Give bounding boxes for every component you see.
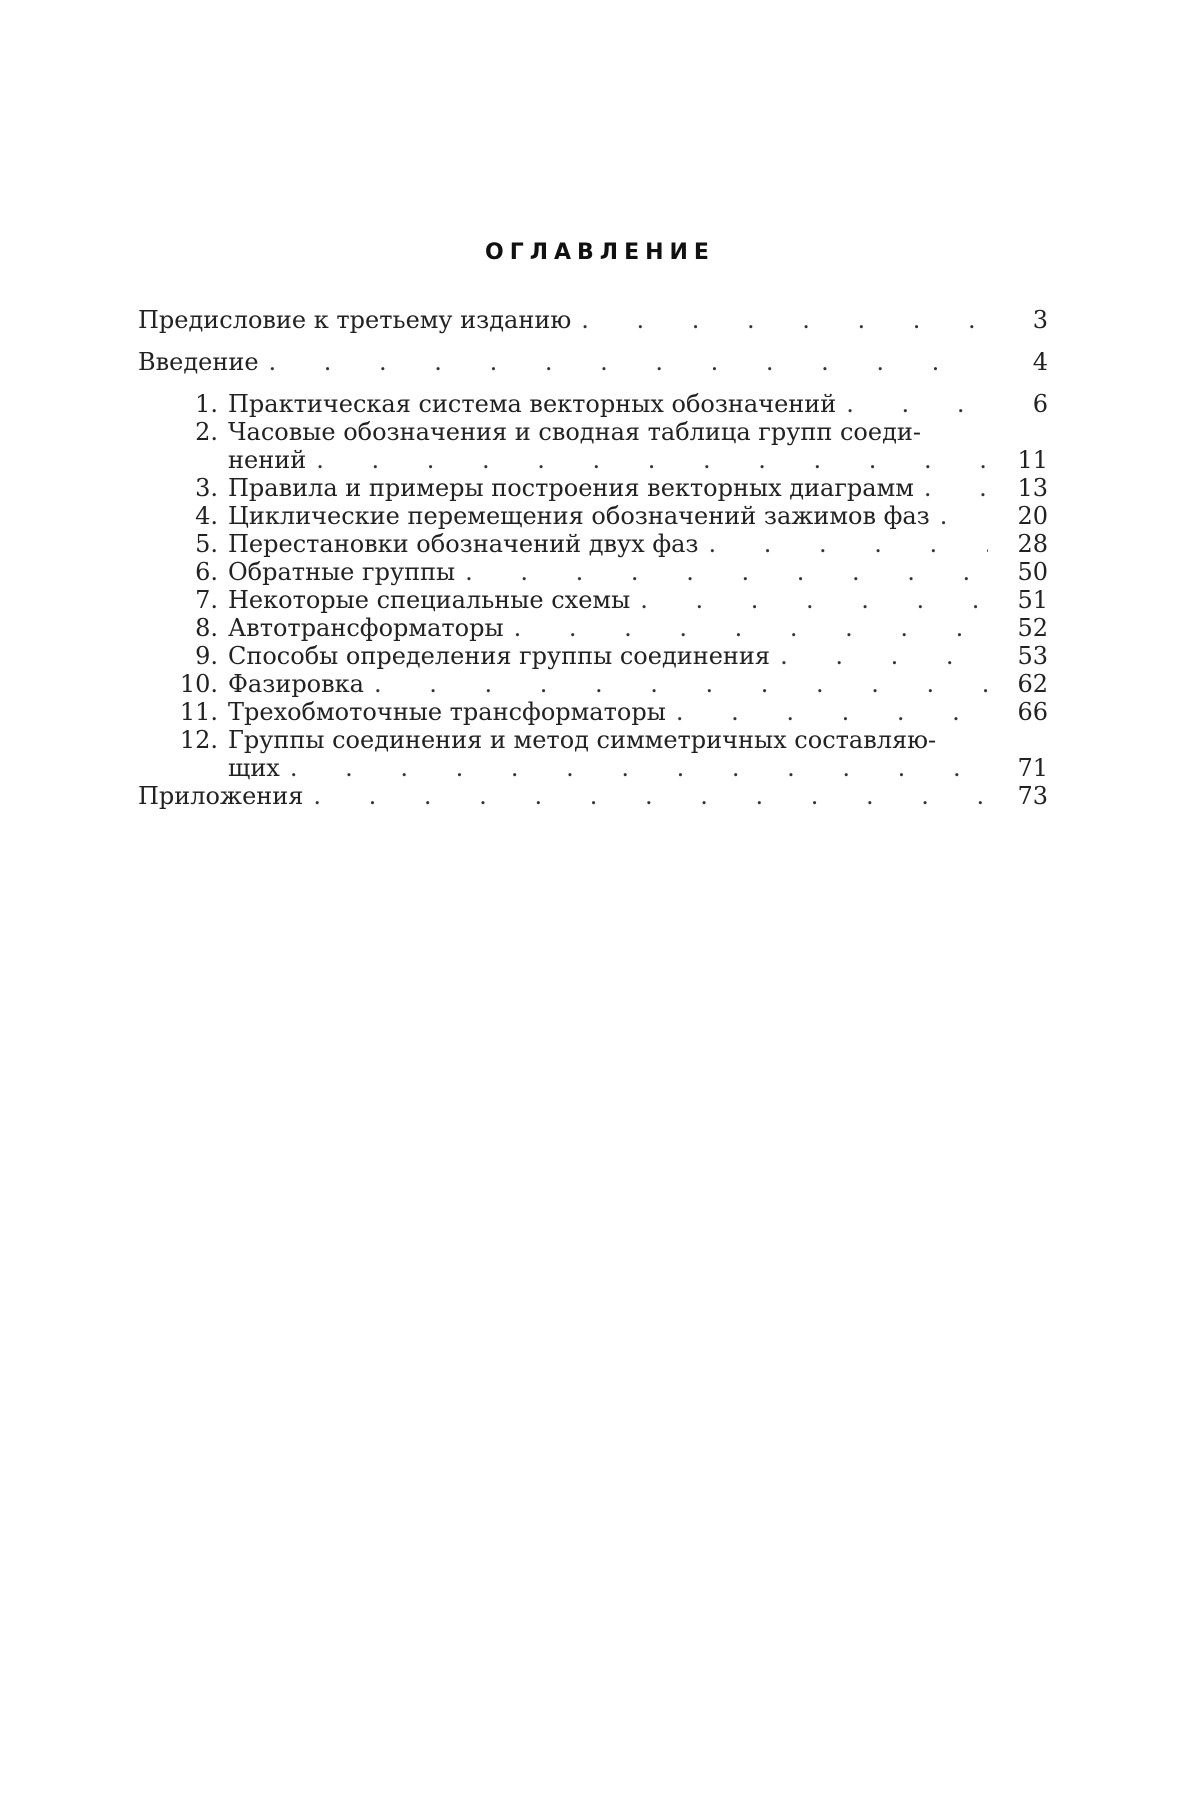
toc-entry-page: 6	[1032, 390, 1048, 418]
dot-leader	[313, 782, 988, 810]
toc-entry-title: Группы соединения и метод симметричных составляю-	[228, 726, 937, 754]
toc-entry-page: 28	[1017, 530, 1048, 558]
toc-entry	[138, 530, 1048, 558]
toc-entry-title: Некоторые специальные схемы	[228, 586, 631, 614]
dot-leader	[374, 670, 988, 698]
dot-leader	[676, 698, 988, 726]
dot-leader	[846, 390, 988, 418]
toc-entry	[138, 418, 1048, 446]
toc-title: ОГЛАВЛЕНИЕ	[485, 240, 715, 265]
toc-entry-title: Автотрансформаторы	[228, 614, 504, 642]
toc-entry-title: Перестановки обозначений двух фаз	[228, 530, 699, 558]
toc-entry-page: 13	[1017, 474, 1048, 502]
toc-entry-number: 2.	[195, 418, 218, 446]
toc-entry-page: 3	[1032, 306, 1048, 334]
toc-entry-page: 52	[1017, 614, 1048, 642]
toc-entry	[138, 698, 1048, 726]
toc-entry-number: 3.	[195, 474, 218, 502]
toc-entry-title: нений	[228, 446, 307, 474]
toc-entry-number: 7.	[195, 586, 218, 614]
toc-entry-title: Часовые обозначения и сводная таблица групп соеди-	[228, 418, 921, 446]
dot-leader	[640, 586, 988, 614]
toc-entry-page: 66	[1017, 698, 1048, 726]
toc-entry-title: Предисловие к третьему изданию	[138, 306, 572, 334]
dot-leader	[465, 558, 988, 586]
toc-entry-title: щих	[228, 754, 280, 782]
toc-entry-page: 20	[1017, 502, 1048, 530]
toc-entry	[138, 726, 1048, 754]
toc-entry	[138, 670, 1048, 698]
toc-entry-title: Приложения	[138, 782, 304, 810]
toc-entry-page: 11	[1017, 446, 1048, 474]
toc-entry-page: 71	[1017, 754, 1048, 782]
toc-entry-page: 4	[1032, 348, 1048, 376]
dot-leader	[316, 446, 988, 474]
toc-entry-number: 8.	[195, 614, 218, 642]
toc-entry-title: Фазировка	[228, 670, 364, 698]
dot-leader	[924, 474, 988, 502]
toc-entry	[138, 586, 1048, 614]
toc-entry-title: Введение	[138, 348, 259, 376]
toc-entry-number: 6.	[195, 558, 218, 586]
toc-entry	[138, 306, 1048, 334]
dot-leader	[290, 754, 988, 782]
dot-leader	[709, 530, 989, 558]
dot-leader	[780, 642, 988, 670]
toc-entry-page: 51	[1017, 586, 1048, 614]
dot-leader	[940, 502, 988, 530]
toc-entry-page: 53	[1017, 642, 1048, 670]
dot-leader	[269, 348, 988, 376]
toc-entry	[138, 348, 1048, 376]
toc-entry-title: Практическая система векторных обозначений	[228, 390, 837, 418]
toc-entry-number: 5.	[195, 530, 218, 558]
toc-entry-title: Обратные группы	[228, 558, 456, 586]
toc-entry	[138, 390, 1048, 418]
toc-entry	[138, 642, 1048, 670]
toc-entry-page: 50	[1017, 558, 1048, 586]
dot-leader	[514, 614, 988, 642]
toc-entry	[138, 782, 1048, 810]
toc-entry-page: 73	[1017, 782, 1048, 810]
toc-entry-page: 62	[1017, 670, 1048, 698]
toc-entry	[138, 446, 1048, 474]
toc-entry	[138, 558, 1048, 586]
toc-entry	[138, 502, 1048, 530]
toc-entry-title: Правила и примеры построения векторных диаграмм	[228, 474, 914, 502]
toc-entry-number: 10.	[179, 670, 218, 698]
toc-entry	[138, 614, 1048, 642]
toc-entry	[138, 754, 1048, 782]
toc-entry-number: 9.	[195, 642, 218, 670]
toc-entry-title: Способы определения группы соединения	[228, 642, 771, 670]
toc-entry-number: 11.	[179, 698, 218, 726]
dot-leader	[581, 306, 988, 334]
toc-entry	[138, 474, 1048, 502]
toc-entry-number: 1.	[195, 390, 218, 418]
toc-entry-number: 4.	[195, 502, 218, 530]
toc-entry-title: Циклические перемещения обозначений зажимов фаз	[228, 502, 930, 530]
toc-entry-number: 12.	[179, 726, 218, 754]
toc-entry-title: Трехобмоточные трансформаторы	[228, 698, 666, 726]
table-of-contents	[138, 306, 1048, 824]
